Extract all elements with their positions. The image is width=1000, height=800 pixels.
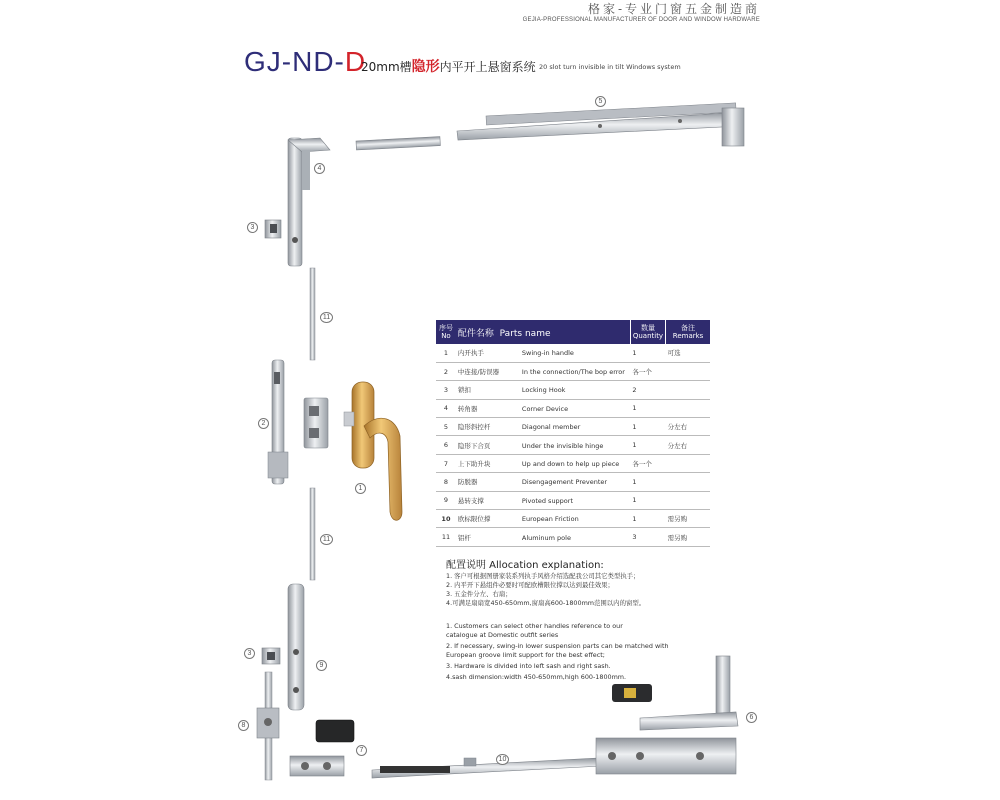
row-no: 6 bbox=[436, 436, 456, 454]
allocation-note-cn: 4.可满足扇扇宽450-650mm,窗扇高600-1800mm范围以内的窗型。 bbox=[446, 599, 646, 607]
callout-4: 4 bbox=[314, 163, 325, 174]
bop-error-preventer-image bbox=[304, 398, 328, 448]
row-remarks bbox=[666, 381, 710, 399]
system-title-en: 20 slot turn invisible in tilt Windows system bbox=[539, 63, 681, 71]
header-remarks-cn: 备注 bbox=[681, 324, 696, 332]
row-name-cn: 内开执手 bbox=[457, 349, 484, 358]
header-quantity-cn: 数量 bbox=[640, 324, 655, 332]
european-friction-image bbox=[372, 758, 602, 778]
allocation-title: 配置说明 Allocation explanation: bbox=[446, 560, 604, 571]
row-name bbox=[456, 362, 630, 380]
header-quantity bbox=[630, 320, 665, 344]
row-qty: 1 bbox=[630, 418, 665, 436]
model-prefix: GJ-ND- bbox=[244, 46, 345, 77]
row-qty: 1 bbox=[630, 510, 665, 528]
row-qty: 各一个 bbox=[630, 362, 665, 380]
table-row bbox=[436, 344, 710, 362]
disengagement-preventer-image bbox=[257, 672, 279, 780]
row-name bbox=[456, 473, 630, 491]
row-name-en: Pivoted support bbox=[521, 496, 574, 505]
model-suffix: D bbox=[344, 46, 367, 77]
callout-3: 3 bbox=[247, 222, 258, 233]
table-row bbox=[436, 399, 710, 417]
allocation-note-en: 3. Hardware is divided into left sash and right sash. bbox=[446, 662, 611, 670]
row-name-en: Diagonal member bbox=[521, 423, 581, 432]
row-remarks: 分左右 bbox=[666, 436, 710, 454]
row-name-en: Corner Device bbox=[521, 404, 569, 413]
callout-8: 8 bbox=[238, 720, 249, 731]
row-name-en: European Friction bbox=[521, 515, 579, 524]
table-row bbox=[436, 381, 710, 399]
row-remarks: 需另购 bbox=[666, 528, 710, 546]
row-remarks bbox=[666, 362, 710, 380]
callout-5: 5 bbox=[595, 96, 606, 107]
row-name-cn: 转角器 bbox=[457, 404, 478, 413]
row-qty: 1 bbox=[630, 399, 665, 417]
row-qty: 3 bbox=[630, 528, 665, 546]
connector-bar-image bbox=[356, 137, 440, 150]
header-quantity-en: Quantity bbox=[632, 332, 664, 340]
callout-11: 11 bbox=[320, 312, 333, 323]
callout-6: 6 bbox=[746, 712, 757, 723]
row-remarks: 需另购 bbox=[666, 510, 710, 528]
allocation-note-en: catalogue at Domestic outfit series bbox=[446, 631, 559, 639]
row-name-en: In the connection/The bop error bbox=[521, 368, 625, 377]
pivoted-support-image bbox=[288, 584, 304, 710]
row-name bbox=[456, 454, 630, 472]
row-remarks bbox=[666, 399, 710, 417]
row-name bbox=[456, 510, 630, 528]
row-no: 9 bbox=[436, 491, 456, 509]
swing-in-handle-image bbox=[344, 382, 402, 520]
row-no: 7 bbox=[436, 454, 456, 472]
row-qty: 1 bbox=[630, 473, 665, 491]
header-no bbox=[436, 320, 456, 344]
table-row bbox=[436, 491, 710, 509]
allocation-note-cn: 2. 内平开下悬组件必要时可配欧槽限位撑以达到最佳效果； bbox=[446, 581, 614, 589]
row-name-cn: 悬转支撑 bbox=[457, 496, 484, 505]
middle-connection-image bbox=[268, 360, 288, 484]
row-no: 8 bbox=[436, 473, 456, 491]
system-title-red: 隐形 bbox=[411, 59, 440, 75]
callout-7: 7 bbox=[356, 745, 367, 756]
callout-9: 9 bbox=[316, 660, 327, 671]
header-remarks-en: Remarks bbox=[672, 332, 704, 340]
aluminum-pole-image bbox=[310, 268, 315, 360]
header-name-en: Parts name bbox=[499, 328, 551, 339]
help-up-piece-image bbox=[290, 720, 354, 776]
row-remarks bbox=[666, 454, 710, 472]
allocation-note-cn: 3. 五金件分左、右扇； bbox=[446, 590, 512, 598]
header-name-cn: 配件名称 bbox=[457, 328, 494, 339]
callout-2: 2 bbox=[258, 418, 269, 429]
row-name-en: Disengagement Preventer bbox=[521, 478, 608, 487]
row-name bbox=[456, 381, 630, 399]
table-row bbox=[436, 528, 710, 546]
row-qty: 1 bbox=[630, 491, 665, 509]
header-name bbox=[456, 320, 630, 344]
callout-1: 1 bbox=[355, 483, 366, 494]
system-title-pre: 20mm槽 bbox=[361, 60, 412, 74]
row-no: 2 bbox=[436, 362, 456, 380]
allocation-note-en: European groove limit support for the best effect; bbox=[446, 651, 605, 659]
allocation-note-en: 1. Customers can select other handles reference to our bbox=[446, 622, 623, 630]
table-row bbox=[436, 510, 710, 528]
row-no: 1 bbox=[436, 344, 456, 362]
row-name-en: Up and down to help up piece bbox=[521, 460, 620, 469]
table-row bbox=[436, 362, 710, 380]
table-row bbox=[436, 473, 710, 491]
allocation-note-en: 4.sash dimension:width 450-650mm,high 600-1800mm. bbox=[446, 673, 627, 681]
row-qty: 1 bbox=[630, 436, 665, 454]
row-name bbox=[456, 418, 630, 436]
table-row bbox=[436, 436, 710, 454]
row-name bbox=[456, 344, 630, 362]
allocation-note-en: 2. If necessary, swing-in lower suspension parts can be matched with bbox=[446, 642, 669, 650]
row-name-en: Locking Hook bbox=[521, 386, 566, 395]
brand-name-en: GEJIA-PROFESSIONAL MANUFACTURER OF DOOR AND WINDOW HARDWARE bbox=[522, 17, 760, 23]
row-name bbox=[456, 436, 630, 454]
row-name-cn: 隐形下合页 bbox=[457, 441, 491, 450]
parts-table bbox=[436, 320, 710, 547]
row-no: 5 bbox=[436, 418, 456, 436]
row-name-cn: 欧标限位撑 bbox=[457, 515, 491, 524]
row-name-en: Swing-in handle bbox=[521, 349, 574, 358]
row-remarks: 分左右 bbox=[666, 418, 710, 436]
row-name-cn: 锁扣 bbox=[457, 386, 471, 395]
row-name-cn: 防脱器 bbox=[457, 478, 478, 487]
row-qty: 各一个 bbox=[630, 454, 665, 472]
row-no: 4 bbox=[436, 399, 456, 417]
parts-table-header bbox=[436, 320, 710, 344]
row-no: 11 bbox=[436, 528, 456, 546]
allocation-note-cn: 1. 客户可根据图册家装系列执手风格介绍选配我公司其它类型执手； bbox=[446, 572, 640, 580]
system-title-post: 内平开上悬窗系统 bbox=[439, 60, 536, 74]
corner-device-image bbox=[288, 138, 330, 266]
diagonal-member-image bbox=[457, 103, 744, 146]
aluminum-pole-image bbox=[310, 488, 315, 580]
row-qty: 1 bbox=[630, 344, 665, 362]
brand-name-cn: 格家-专业门窗五金制造商 bbox=[587, 2, 760, 16]
callout-3-lower: 3 bbox=[244, 648, 255, 659]
header-no-en: No bbox=[441, 332, 451, 340]
locking-hook-image bbox=[262, 648, 280, 664]
row-name-cn: 中连接/防误器 bbox=[457, 368, 500, 377]
header-remarks bbox=[666, 320, 710, 344]
row-remarks: 可选 bbox=[666, 344, 710, 362]
row-name-cn: 隐形斜控杆 bbox=[457, 423, 491, 432]
row-remarks bbox=[666, 491, 710, 509]
row-name bbox=[456, 491, 630, 509]
callout-11-lower: 11 bbox=[320, 534, 333, 545]
row-name-en: Aluminum pole bbox=[521, 533, 571, 542]
row-name-en: Under the invisible hinge bbox=[521, 441, 604, 450]
header-no-cn: 序号 bbox=[438, 324, 453, 332]
row-name-cn: 上下助升块 bbox=[457, 460, 491, 469]
row-remarks bbox=[666, 473, 710, 491]
row-name-cn: 铝杆 bbox=[457, 533, 471, 542]
row-name bbox=[456, 399, 630, 417]
callout-10: 10 bbox=[496, 754, 509, 765]
table-row bbox=[436, 418, 710, 436]
row-no: 3 bbox=[436, 381, 456, 399]
row-no: 10 bbox=[436, 510, 456, 528]
row-name bbox=[456, 528, 630, 546]
locking-hook-image bbox=[265, 220, 281, 238]
row-qty: 2 bbox=[630, 381, 665, 399]
table-row bbox=[436, 454, 710, 472]
